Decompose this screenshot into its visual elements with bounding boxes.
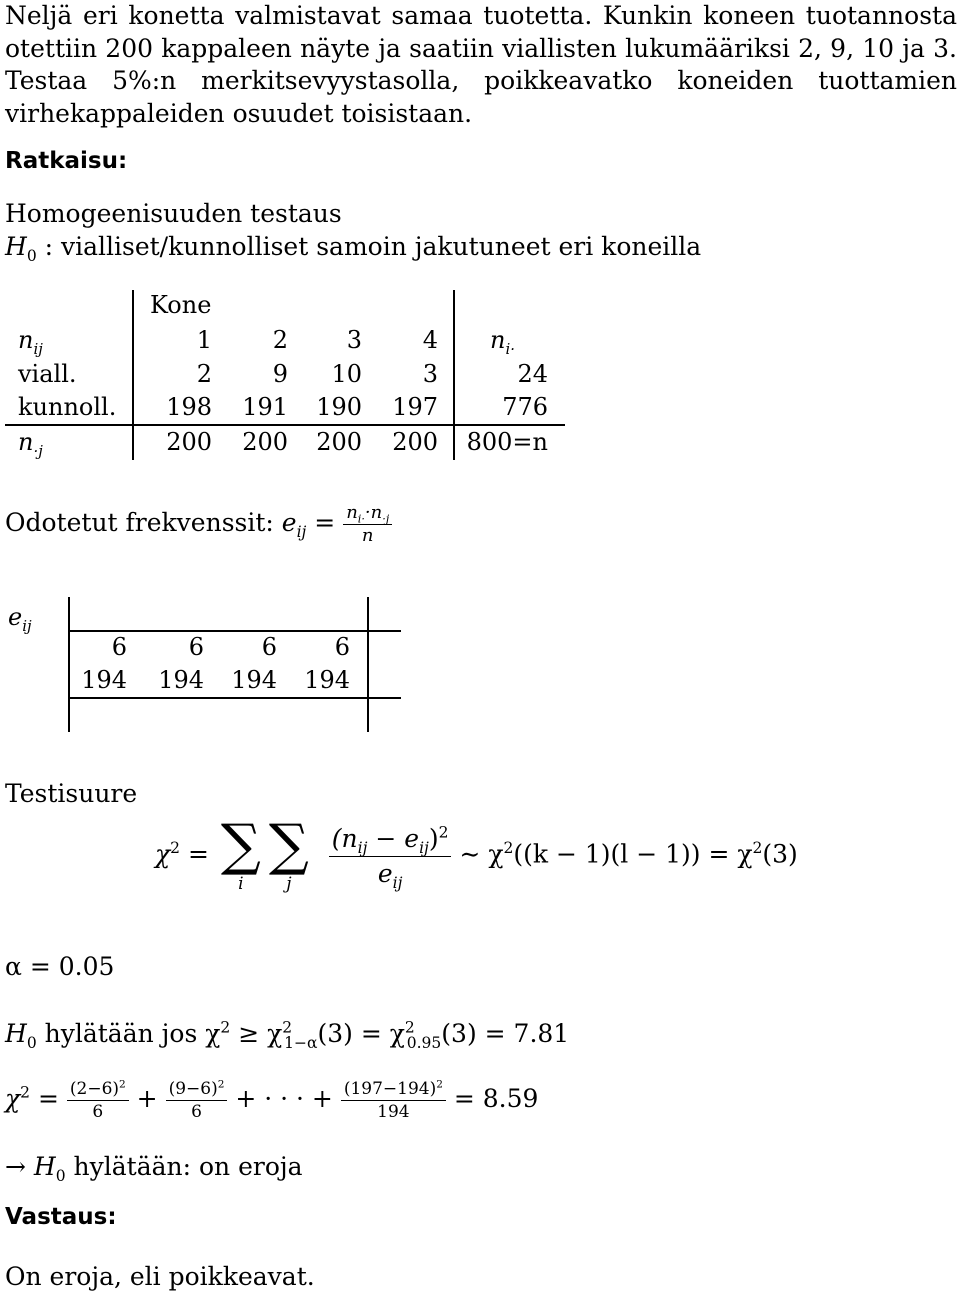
solution-heading: Ratkaisu: [5, 148, 128, 174]
row-total-label: $n_{i\cdot}$ [490, 326, 515, 358]
table-cell: 191 [242, 393, 288, 421]
col-header: 3 [346, 326, 362, 354]
col-total-label: $n_{\cdot j}$ [18, 428, 43, 460]
table-divider-right [453, 290, 455, 460]
answer-text: On eroja, eli poikkeavat. [5, 1262, 315, 1291]
expected-formula: Odotetut frekvenssit: $e_{ij}$ = $\frac{n_{i\cdot}\cdot n_{\cdot j}}{n}$ [5, 502, 392, 547]
h0-text: : vialliset/kunnolliset samoin jakutuneet eri koneilla [36, 232, 702, 261]
table-cell: 10 [331, 360, 362, 388]
row-label-kunnoll: kunnoll. [18, 393, 117, 421]
method-line: Homogeenisuuden testaus [5, 199, 342, 228]
col-total: 200 [316, 428, 362, 456]
table-cell: 190 [316, 393, 362, 421]
term-1: $\frac{(2-6)^2}{6}$ [67, 1078, 129, 1123]
etable-cell: 194 [158, 666, 204, 694]
chi-computation: $\chi^2$ = $\frac{(2-6)^2}{6}$ + $\frac{(9-6)^2}{6}$ + · · · + $\frac{(197-194)^2}{194}$ = 8.59 [5, 1078, 539, 1122]
etable-cell: 6 [261, 633, 277, 661]
expected-label: Odotetut frekvenssit: [5, 508, 282, 537]
h0-sub: 0 [26, 247, 37, 265]
sum-i: ∑ i [220, 813, 261, 894]
term-2: $\frac{(9-6)^2}{6}$ [166, 1078, 228, 1123]
table-divider-bottom [5, 424, 565, 426]
etable-cell: 194 [231, 666, 277, 694]
null-hypothesis [5, 230, 701, 263]
col-total: 200 [166, 428, 212, 456]
h0-symbol: H [5, 232, 27, 261]
corner-label: $n_{ij}$ [18, 326, 43, 358]
etable-cell: 194 [81, 666, 127, 694]
etable-divider-bottom [68, 697, 401, 699]
row-total: 776 [502, 393, 548, 421]
chi-fraction: $\frac{(n_{ij} - e_{ij})^2}{e_{ij}}$ [329, 822, 452, 891]
table-cell: 197 [392, 393, 438, 421]
sum-j: ∑ j [268, 813, 309, 894]
table-cell: 2 [196, 360, 212, 388]
expected-fraction: $\frac{n_{i\cdot}\cdot n_{\cdot j}}{n}$ [343, 502, 392, 547]
etable-cell: 6 [111, 633, 127, 661]
etable-cell: 6 [334, 633, 350, 661]
table-cell: 9 [272, 360, 288, 388]
col-header: 2 [272, 326, 288, 354]
kone-header: Kone [150, 291, 212, 319]
table-divider-left [132, 290, 134, 460]
etable-divider-right [367, 597, 369, 732]
row-total: 24 [517, 360, 548, 388]
term-last: $\frac{(197-194)^2}{194}$ [341, 1078, 446, 1123]
row-label-viall: viall. [18, 360, 77, 388]
col-header: 1 [196, 326, 212, 354]
rejection-rule: $H_0$ hylätään jos $\chi^2 \ge \chi^2_{1-\alpha}(3) = \chi^2_{0.95}(3) = 7.81$ [5, 1018, 570, 1052]
etable-divider-left [68, 597, 70, 732]
alpha-level: α = 0.05 [5, 952, 115, 981]
col-header: 4 [422, 326, 438, 354]
test-statistic-heading: Testisuure [5, 779, 138, 808]
problem-text: Neljä eri konetta valmistavat samaa tuotetta. Kunkin koneen tuotannosta otettiin 200 kappaleen näyte ja saatiin viallisten lukumääriksi 2, 9, 10 ja 3. Testaa 5%:n merkitsevyystasolla, poikkeavatko koneiden tuottamien virhekappaleiden osuudet toisistaan. [5, 1, 957, 128]
conclusion: → $H_0$ hylätään: on eroja [5, 1152, 303, 1185]
table-cell: 198 [166, 393, 212, 421]
grand-total: 800=n [466, 428, 548, 456]
answer-heading: Vastaus: [5, 1204, 117, 1230]
etable-corner: $e_{ij}$ [8, 603, 32, 635]
etable-cell: 194 [304, 666, 350, 694]
table-cell: 3 [422, 360, 438, 388]
col-total: 200 [392, 428, 438, 456]
etable-cell: 6 [188, 633, 204, 661]
chi-square-formula: $\chi^2$ = ∑ i ∑ j $\frac{(n_{ij} - e_{ij})^2}{e_{ij}}$ ∼ $\chi^2((k - 1)(l - 1)) = \chi^2(3)$ [155, 813, 798, 894]
col-total: 200 [242, 428, 288, 456]
